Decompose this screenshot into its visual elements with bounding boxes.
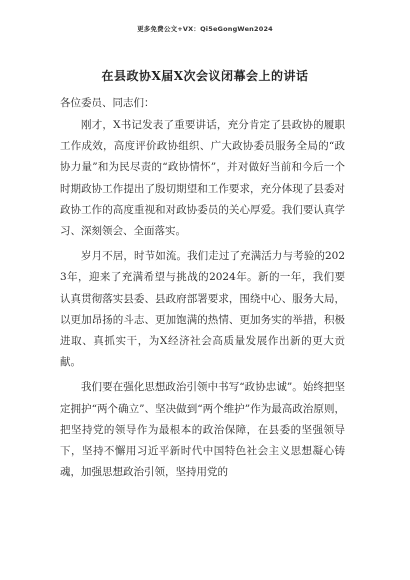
paragraph-3: 我们要在强化思想政治引领中书写“政协忠诚”。始终把坚定拥护“两个确立”、坚决做到“两个维护”作为最高政治原则，把坚持党的领导作为最根本的政治保障，在县委的坚强领导下，坚持不懈用习近平新时代中国特色社会主义思想凝心铸魂，加强思想政治引领，坚持用党的 (60, 381, 345, 479)
paragraph-2: 岁月不居，时节如流。我们走过了充满活力与考验的2023年，迎来了充满希望与挑战的2024年。新的一年，我们要认真贯彻落实县委、县政府部署要求，围绕中心、服务大局，以更加昂扬的斗志、更加饱满的热情、更加务实的举措，积极进取、真抓实干，为X经济社会高质量发展作出新的更大贡献。 (60, 250, 345, 369)
salutation: 各位委员、同志们： (60, 97, 155, 109)
paragraph-1: 刚才，X书记发表了重要讲话，充分肯定了县政协的履职工作成效，高度评价政协组织、广大政协委员服务全局的“政协力量”和为民尽责的“政协情怀”，并对做好当前和今后一个时期政协工作提出了殷切期望和工作要求，充分体现了县委对政协工作的高度重视和对政协委员的关心厚爱。我们要认真学习、深刻领会、全面落实。 (60, 119, 345, 238)
document-body (60, 93, 345, 487)
document-title: 在县政协X届X次会议闭幕会上的讲话 (101, 69, 309, 83)
header-note: 更多免费公文+VX：Qi5eGongWen2024 (137, 25, 273, 33)
